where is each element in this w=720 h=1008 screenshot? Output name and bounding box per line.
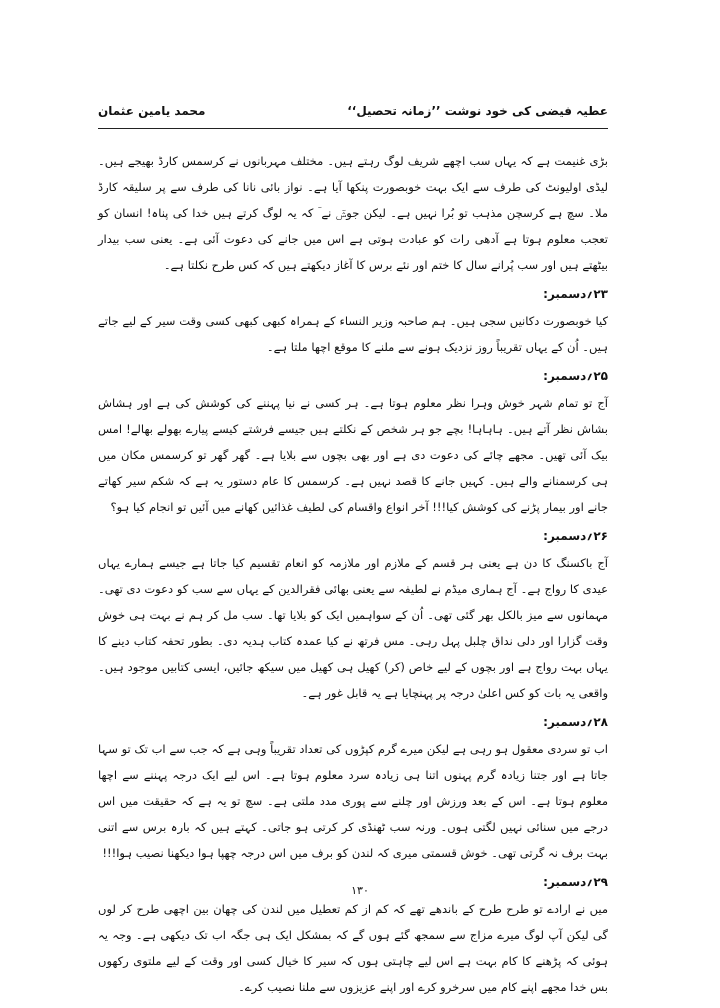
paragraph: اب تو سردی معقول ہو رہی ہے لیکن میرے گرم کپڑوں کی تعداد تقریباً وہی ہے کہ جب سے اب تک تو سہا جاتا ہے اور جتنا زیادہ گرم پہنوں اتنا ہی زیادہ سرد معلوم ہوتا ہے۔ اس لیے ایک درجہ پہننے سے اچھا معلوم ہوتا ہے۔ اس کے بعد ورزش اور چلنے سے پوری مدد ملتی ہے۔ سچ تو یہ ہے کہ حقیقت میں اس درجے میں سنائی نہیں لگتی ہوں۔ ورنہ سب ٹھنڈی کر کرتی ہو جاتی۔ کہتے ہیں کہ بارہ برس سے اتنی بہت برف نہ گرتی تھی۔ خوش قسمتی میری کہ لندن کو برف میں اس درجہ چھپا ہوا دیکھنا نصیب ہوا!!! bbox=[98, 742, 608, 860]
paragraph: بڑی غنیمت ہے کہ یہاں سب اچھے شریف لوگ رہتے ہیں۔ مختلف مہربانوں نے کرسمس کارڈ بھیجے ہیں۔ لیڈی اولیونٹ کی طرف سے ایک بہت خوبصورت پنکھا آیا ہے۔ نواز بائی نانا کی طرف سے پر سلیقہ کارڈ ملا۔ سچ ہے کرسچن مذہب تو بُرا نہیں ہے۔ لیکن جوشؔ نے ؔ کہ یہ لوگ کرتے ہیں خدا کی پناہ! انسان کو تعجب معلوم ہوتا ہے آدھی رات کو عبادت ہوتی ہے اس میں جانے کی دعوت آئی ہے۔ یعنی سب بیدار بیٹھتے ہیں اور سب پُرانے سال کا ختم اور نئے برس کا آغاز دیکھتے ہیں کہ کس طرح نکلتا ہے۔ bbox=[98, 154, 608, 272]
body-text bbox=[98, 148, 608, 1004]
paragraph: آج باکسنگ کا دن ہے یعنی ہر قسم کے ملازم اور ملازمہ کو انعام تقسیم کیا جاتا ہے جیسے ہمارے یہاں عیدی کا رواج ہے۔ آج ہماری میڈم نے لطیفہ سے یعنی بھائی فقرالدین کے یہاں سے سب کو دعوت دی تھی۔ مہمانوں سے میز بالکل بھر گئی تھی۔ اُن کے سواہمیں ایک کو بلایا تھا۔ سب مل کر ہم نے بہت ہی خوش وقت گزارا اور دلی نداق چلبل پہل رہی۔ مس فرتھ نے کیا عمدہ کتاب ہدیہ دی۔ بطور تحفہ کتاب دینے کا یہاں بہت رواج ہے اور بچوں کے لیے خاص (کر) کھیل ہی کھیل میں سیکھ جائیں، ایسی کتابیں موجود ہیں۔ واقعی یہ بات کو کس اعلیٰ درجہ پر پہنچایا ہے یہ قابل غور ہے۔ bbox=[98, 556, 608, 700]
entry-date: ۲۳؍دسمبر: bbox=[543, 287, 608, 301]
entry-date: ۲۵؍دسمبر: bbox=[543, 369, 608, 383]
entry-date: ۲۶؍دسمبر: bbox=[543, 529, 608, 543]
page-number: ۱۳۰ bbox=[351, 884, 369, 897]
running-author: محمد یامین عثمان bbox=[98, 104, 206, 118]
paragraph: آج تو تمام شہر خوش وہرا نظر معلوم ہوتا ہے۔ ہر کسی نے نیا پہننے کی کوشش کی ہے اور ہشاش بشاش نظر آتے ہیں۔ ہاہاہا! بچے جو ہر شخص کے نکلتے ہیں جیسے فرشتے کیسے پیارے بھولے بھالے! امس بیک آئی تھیں۔ مجھے چائے کی دعوت دی ہے اور بھی بچوں سے بلایا ہے۔ گھر گھر تو کرسمس مکان میں ہی کرسمنانے والے ہیں۔ کہیں جانے کا قصد نہیں ہے۔ کرسمس کا عام دستور یہ ہے کہ شکم سیر کھاتے جانے اور بیمار پڑنے کی کوشش کیا!!! آخر انواع واقسام کی لطیف غذائیں کھانے میں آئیں تو انجام کیا ہو؟ bbox=[98, 396, 608, 514]
entry-date: ۲۸؍دسمبر: bbox=[543, 715, 608, 729]
entry-date: ۲۹؍دسمبر: bbox=[543, 875, 608, 889]
paragraph: کیا خوبصورت دکانیں سجی ہیں۔ ہم صاحبہ وزیر النساء کے ہمراہ کبھی کبھی کسی وقت سیر کے لیے جاتے ہیں۔ اُن کے یہاں تقریباً روز نزدیک ہونے سے ملنے کا موقع اچھا ملتا ہے۔ bbox=[98, 314, 608, 354]
page-header bbox=[98, 104, 608, 128]
header-divider bbox=[98, 128, 608, 129]
running-title: عطیہ فیضی کی خود نوشت ’’زمانہ تحصیل‘‘ bbox=[347, 104, 608, 118]
paragraph: میں نے ارادے تو طرح طرح کے باندھے تھے کہ کم از کم تعطیل میں لندن کی چھان بین اچھی طرح کر لوں گی لیکن آپ لوگ میرے مزاج سے سمجھ گئے ہوں گے کہ بمشکل ایک ہی جگہ اب تک دیکھی ہے۔ وجہ یہ ہوئی کہ پڑھنے کا کام بہت ہے اس لیے چاہتی ہوں کہ سیر کا خیال کسی اور وقت کے لیے ملتوی رکھوں بس خدا مجھے اپنے کام میں سرخرو کرے اور اپنے عزیزوں سے ملنا نصیب کرے۔ bbox=[98, 902, 608, 994]
